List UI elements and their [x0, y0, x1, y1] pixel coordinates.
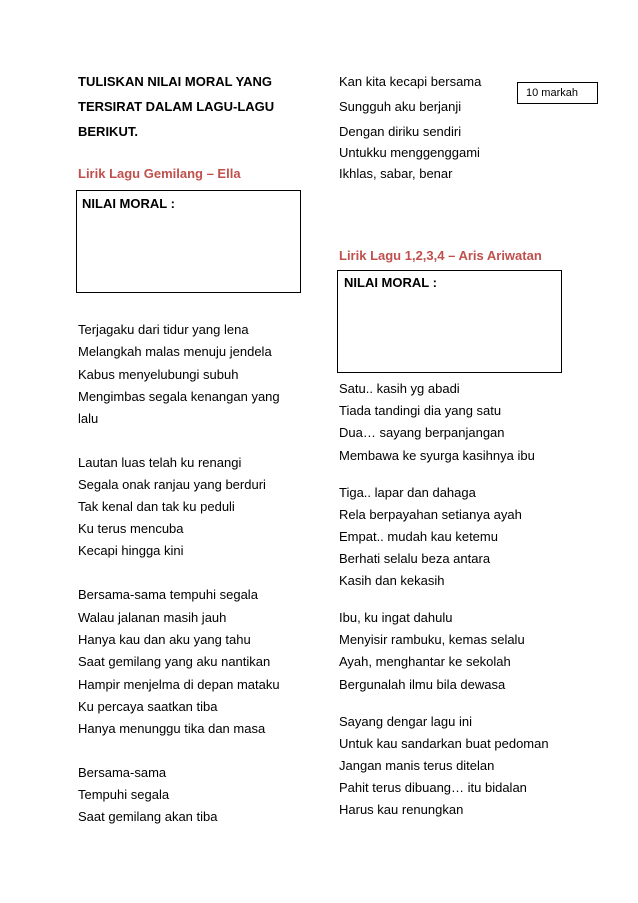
- song2-line: Menyisir rambuku, kemas selalu: [339, 632, 525, 647]
- song2-line: Tiada tandingi dia yang satu: [339, 403, 502, 418]
- instruction-line-3: BERIKUT.: [78, 124, 138, 139]
- song1-continued-line: Untukku menggenggami: [339, 145, 480, 160]
- song1-line: Segala onak ranjau yang berduri: [78, 477, 266, 492]
- song1-line: Kabus menyelubungi subuh: [78, 367, 239, 382]
- song1-line: Ku terus mencuba: [78, 521, 184, 536]
- song1-line: Hampir menjelma di depan mataku: [78, 677, 280, 692]
- song2-line: Ayah, menghantar ke sekolah: [339, 654, 511, 669]
- song1-line: Melangkah malas menuju jendela: [78, 344, 272, 359]
- song2-line: Berhati selalu beza antara: [339, 551, 491, 566]
- song2-line: Membawa ke syurga kasihnya ibu: [339, 448, 535, 463]
- song2-line: Bergunalah ilmu bila dewasa: [339, 677, 506, 692]
- song1-line: lalu: [78, 411, 99, 426]
- song2-line: Pahit terus dibuang… itu bidalan: [339, 780, 527, 795]
- song1-continued-line: Ikhlas, sabar, benar: [339, 166, 453, 181]
- song1-line: Saat gemilang yang aku nantikan: [78, 654, 271, 669]
- song2-line: Dua… sayang berpanjangan: [339, 425, 505, 440]
- song2-line: Jangan manis terus ditelan: [339, 758, 495, 773]
- song1-continued-line: Sungguh aku berjanji: [339, 99, 462, 114]
- song1-line: Bersama-sama: [78, 765, 167, 780]
- instruction-line-2: TERSIRAT DALAM LAGU-LAGU: [78, 99, 275, 114]
- song2-line: Sayang dengar lagu ini: [339, 714, 472, 729]
- song1-line: Lautan luas telah ku renangi: [78, 455, 242, 470]
- song2-line: Untuk kau sandarkan buat pedoman: [339, 736, 549, 751]
- song2-line: Empat.. mudah kau ketemu: [339, 529, 498, 544]
- song1-line: Mengimbas segala kenangan yang: [78, 389, 280, 404]
- song1-line: Saat gemilang akan tiba: [78, 809, 218, 824]
- song1-line: Hanya kau dan aku yang tahu: [78, 632, 251, 647]
- song1-continued-line: Kan kita kecapi bersama: [339, 74, 482, 89]
- song2-line: Tiga.. lapar dan dahaga: [339, 485, 476, 500]
- song2-line: Ibu, ku ingat dahulu: [339, 610, 453, 625]
- song1-line: Walau jalanan masih jauh: [78, 610, 227, 625]
- song1-line: Kecapi hingga kini: [78, 543, 184, 558]
- song1-line: Ku percaya saatkan tiba: [78, 699, 218, 714]
- song1-continued-line: Dengan diriku sendiri: [339, 124, 462, 139]
- song1-box-label: NILAI MORAL :: [82, 196, 175, 211]
- song1-line: Bersama-sama tempuhi segala: [78, 587, 258, 602]
- instruction-line-1: TULISKAN NILAI MORAL YANG: [78, 74, 273, 89]
- song2-line: Rela berpayahan setianya ayah: [339, 507, 522, 522]
- song1-title: Lirik Lagu Gemilang – Ella: [78, 166, 241, 181]
- song2-line: Harus kau renungkan: [339, 802, 464, 817]
- song1-line: Terjagaku dari tidur yang lena: [78, 322, 249, 337]
- song1-line: Tempuhi segala: [78, 787, 170, 802]
- song2-line: Satu.. kasih yg abadi: [339, 381, 460, 396]
- song1-line: Tak kenal dan tak ku peduli: [78, 499, 235, 514]
- marks-label: 10 markah: [526, 87, 578, 99]
- song2-title: Lirik Lagu 1,2,3,4 – Aris Ariwatan: [339, 248, 542, 263]
- song1-line: Hanya menunggu tika dan masa: [78, 721, 266, 736]
- song2-line: Kasih dan kekasih: [339, 573, 445, 588]
- song2-box-label: NILAI MORAL :: [344, 275, 437, 290]
